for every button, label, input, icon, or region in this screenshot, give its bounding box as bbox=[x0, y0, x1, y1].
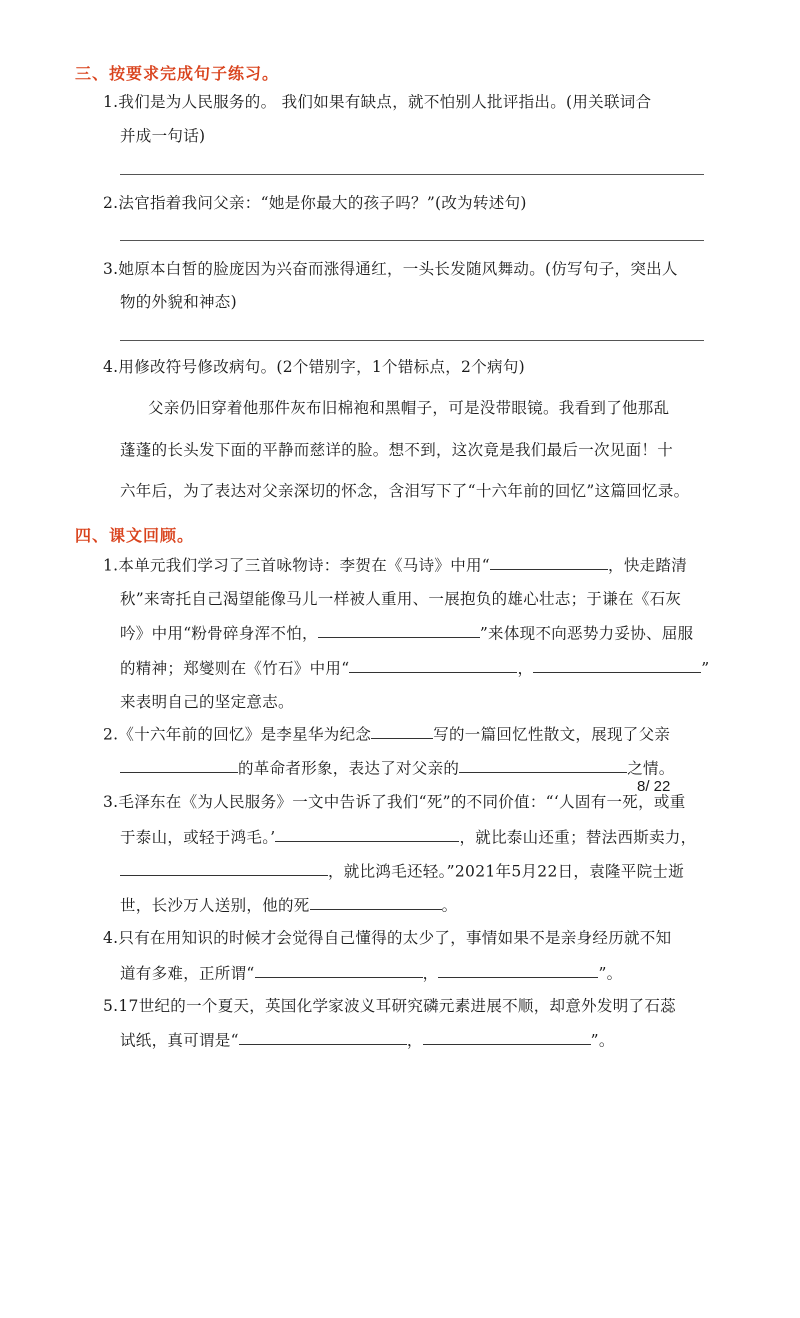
q4-5-text-c: ， bbox=[406, 1031, 423, 1050]
q4-3-text-f: 。 bbox=[441, 896, 458, 915]
q4-1-text-g: ， bbox=[517, 659, 534, 678]
blank-input[interactable] bbox=[438, 961, 598, 978]
blank-input[interactable] bbox=[239, 1028, 407, 1045]
q3-3-line1: 3.她原本白皙的脸庞因为兴奋而涨得通红，一头长发随风舞动。(仿写句子，突出人 bbox=[103, 260, 678, 278]
q4-1-text-e: ”来体现不向恶势力妥协、屈服 bbox=[479, 624, 694, 643]
answer-line-1[interactable] bbox=[120, 174, 704, 175]
q4-1-text-b: ，快走踏清 bbox=[608, 556, 688, 575]
q4-2-line1 bbox=[103, 722, 670, 744]
q3-4-para2: 蓬蓬的长头发下面的平静而慈详的脸。想不到，这次竟是我们最后一次见面！十 bbox=[120, 441, 674, 459]
q4-1-text-h: ” bbox=[701, 659, 710, 678]
blank-input[interactable] bbox=[490, 553, 608, 570]
page-number: 8/ 22 bbox=[637, 778, 671, 795]
q4-4-text-c: ， bbox=[422, 964, 439, 983]
q4-5-text-b: 试纸，真可谓是“ bbox=[120, 1031, 239, 1050]
q4-1-line4 bbox=[120, 656, 709, 678]
q4-1-line3 bbox=[120, 621, 693, 643]
q4-5-line2 bbox=[120, 1028, 615, 1050]
q4-3-line2 bbox=[120, 825, 697, 847]
q4-3-text-d: ，就比鸿毛还轻。”2021年5月22日，袁隆平院士逝 bbox=[328, 862, 685, 881]
q4-1-text-f: 的精神；郑燮则在《竹石》中用“ bbox=[120, 659, 350, 678]
blank-input[interactable] bbox=[120, 756, 238, 773]
blank-input[interactable] bbox=[255, 961, 423, 978]
q4-2-line2 bbox=[120, 756, 675, 778]
blank-input[interactable] bbox=[349, 656, 517, 673]
q4-3-line4 bbox=[120, 893, 457, 915]
q4-3-text-b: 于泰山，或轻于鸿毛。’ bbox=[120, 828, 276, 847]
q4-1-text-d: 吟》中用“粉骨碎身浑不怕， bbox=[120, 624, 318, 643]
section-4-title: 四、课文回顾。 bbox=[75, 526, 195, 545]
blank-input[interactable] bbox=[533, 656, 701, 673]
q4-5-text-d: ”。 bbox=[590, 1031, 615, 1050]
q4-2-text-a: 2.《十六年前的回忆》是李星华为纪念 bbox=[103, 725, 372, 744]
blank-input[interactable] bbox=[371, 722, 433, 739]
answer-line-2[interactable] bbox=[120, 240, 704, 241]
blank-input[interactable] bbox=[275, 825, 459, 842]
q4-3-line1: 3.毛泽东在《为人民服务》一文中告诉了我们“死”的不同价值：“‘人固有一死，或重 bbox=[103, 793, 686, 811]
q4-2-text-b: 写的一篇回忆性散文，展现了父亲 bbox=[433, 725, 671, 744]
q3-1-line2: 并成一句话) bbox=[120, 127, 206, 145]
q4-2-text-d: 之情。 bbox=[627, 759, 675, 778]
q4-2-text-c: 的革命者形象，表达了对父亲的 bbox=[238, 759, 460, 778]
q3-3-line2: 物的外貌和神态) bbox=[120, 293, 237, 311]
q4-4-line1: 4.只有在用知识的时候才会觉得自己懂得的太少了，事情如果不是亲身经历就不知 bbox=[103, 929, 672, 947]
q4-5-line1: 5.17世纪的一个夏天，英国化学家波义耳研究磷元素进展不顺，却意外发明了石蕊 bbox=[103, 997, 676, 1015]
q4-3-text-e: 世，长沙万人送别，他的死 bbox=[120, 896, 310, 915]
q4-4-text-b: 道有多难，正所谓“ bbox=[120, 964, 255, 983]
q3-4-para3: 六年后，为了表达对父亲深切的怀念，含泪写下了“十六年前的回忆”这篇回忆录。 bbox=[120, 482, 690, 500]
blank-input[interactable] bbox=[310, 893, 442, 910]
q3-4-para1: 父亲仍旧穿着他那件灰布旧棉袍和黑帽子，可是没带眼镜。我看到了他那乱 bbox=[148, 399, 670, 417]
q4-1-line5: 来表明自己的坚定意志。 bbox=[120, 693, 294, 711]
q4-4-text-d: ”。 bbox=[598, 964, 623, 983]
q3-2-line1: 2.法官指着我问父亲：“她是你最大的孩子吗？”(改为转述句) bbox=[103, 194, 527, 212]
q4-3-text-c: ，就比泰山还重；替法西斯卖力， bbox=[459, 828, 697, 847]
blank-input[interactable] bbox=[318, 621, 480, 638]
q3-4-line1: 4.用修改符号修改病句。(2个错别字，1个错标点，2个病句) bbox=[103, 358, 525, 376]
blank-input[interactable] bbox=[423, 1028, 591, 1045]
q4-4-line2 bbox=[120, 961, 622, 983]
q3-1-line1: 1.我们是为人民服务的。 我们如果有缺点，就不怕别人批评指出。(用关联词合 bbox=[103, 93, 652, 111]
q4-1-line2: 秋”来寄托自己渴望能像马儿一样被人重用、一展抱负的雄心壮志；于谦在《石灰 bbox=[120, 590, 682, 608]
q4-3-line3 bbox=[120, 859, 684, 881]
q4-1-text-a: 1.本单元我们学习了三首咏物诗：李贺在《马诗》中用“ bbox=[103, 556, 491, 575]
blank-input[interactable] bbox=[120, 859, 328, 876]
section-3-title: 三、按要求完成句子练习。 bbox=[75, 64, 280, 83]
q4-1-line1 bbox=[103, 553, 687, 575]
answer-line-3[interactable] bbox=[120, 340, 704, 341]
blank-input[interactable] bbox=[459, 756, 627, 773]
